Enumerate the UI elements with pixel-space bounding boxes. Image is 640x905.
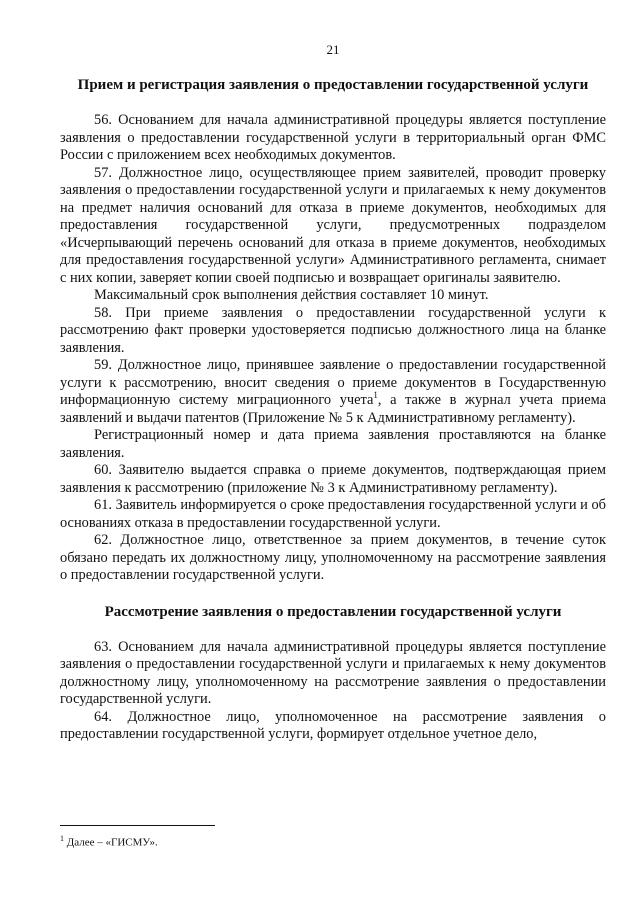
- section-title-consideration: Рассмотрение заявления о предоставлении государственной услуги: [104, 603, 562, 620]
- footnote-reference: 1: [373, 390, 378, 401]
- paragraph-max-time: Максимальный срок выполнения действия составляет 10 минут.: [94, 287, 489, 303]
- paragraph-57: 57. Должностное лицо, осуществляющее прием заявителей, проводит проверку заявления о предоставлении государственной услуги и прилагаемых к нему документов на предмет наличия оснований для отказа в приеме документов, необходимых для предоставления государственной услуги, предусмотренных подразделом «Исчерпывающий перечень оснований для отказа в приеме документов, необходимых для предоставления государственной услуги» Административного регламента, снимает с них копии, заверяет копии своей подписью и возвращает оригиналы заявителю.: [60, 164, 606, 286]
- paragraph-62: 62. Должностное лицо, ответственное за прием документов, в течение суток обязано передать их должностному лицу, уполномоченному на рассмотрение заявления о предоставлении государственной услуги.: [60, 532, 606, 583]
- footnote-marker: 1: [60, 834, 64, 843]
- page-number: 21: [326, 42, 340, 57]
- paragraph-63: 63. Основанием для начала административной процедуры является поступление заявления о предоставлении государственной услуги и прилагаемых к нему документов должностному лицу, уполномоченному на рассмотрение заявления о предоставлении государственной услуги.: [60, 638, 606, 707]
- paragraph-59-text-start: 59. Должностное лицо, принявшее заявление о предоставлении государственной услуги к рассмотрению, вносит сведения о приеме документов в Государственную информационную систему миграционного учета: [60, 357, 606, 408]
- paragraph-registration-number: Регистрационный номер и дата приема заявления проставляются на бланке заявления.: [60, 427, 606, 461]
- footnote: [60, 832, 158, 850]
- paragraph-59: [60, 357, 606, 427]
- footnote-divider: [60, 825, 215, 826]
- paragraph-58: 58. При приеме заявления о предоставлении государственной услуги к рассмотрению факт проверки удостоверяется подписью должностного лица на бланке заявления.: [60, 304, 606, 356]
- paragraph-61: 61. Заявитель информируется о сроке предоставления государственной услуги и об основаниях отказа в предоставлении государственной услуги.: [60, 497, 606, 531]
- footnote-text: Далее – «ГИСМУ».: [64, 836, 158, 849]
- paragraph-64: 64. Должностное лицо, уполномоченное на рассмотрение заявления о предоставлении государственной услуги, формирует отдельное учетное дело,: [60, 708, 606, 742]
- paragraph-56: 56. Основанием для начала административной процедуры является поступление заявления о предоставлении государственной услуги в территориальный орган ФМС России с приложением всех необходимых документов.: [60, 112, 606, 163]
- paragraph-59-text-end: , а также в журнал учета приема заявлений и выдачи патентов (Приложение № 5 к Административному регламенту).: [60, 392, 607, 426]
- paragraph-60: 60. Заявителю выдается справка о приеме документов, подтверждающая прием заявления к рассмотрению (приложение № 3 к Административному регламенту).: [60, 462, 606, 496]
- section-title-reception: Прием и регистрация заявления о предоставлении государственной услуги: [77, 77, 589, 93]
